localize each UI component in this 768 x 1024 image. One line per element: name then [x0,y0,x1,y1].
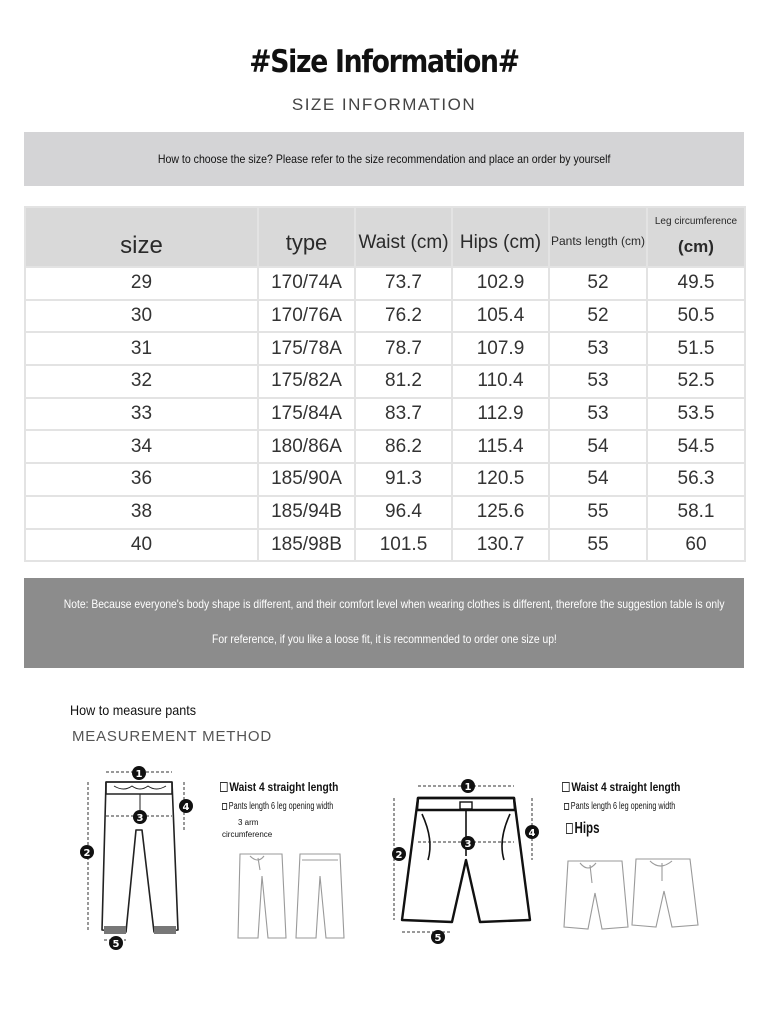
svg-text:1: 1 [464,782,472,793]
cell-size: 38 [25,496,258,529]
long-pants-legend-3a: 3 arm [238,818,259,827]
cell-waist: 101.5 [355,529,452,562]
table-row [25,529,745,562]
cell-leg: 49.5 [647,267,745,300]
cell-hips: 120.5 [452,463,549,496]
header-pants-length: Pants length (cm) [549,207,647,267]
svg-text:3: 3 [464,839,472,850]
table-row [25,332,745,365]
cell-pants-length: 53 [549,398,647,431]
table-row [25,398,745,431]
cell-type: 180/86A [258,430,355,463]
svg-text:2: 2 [83,848,91,859]
cell-waist: 83.7 [355,398,452,431]
placeholder-glyph-icon [222,803,227,810]
marker-3 [461,836,475,850]
size-guide-text: How to choose the size? Please refer to the size recommendation and place an order by yourself [157,152,611,166]
svg-text:1: 1 [135,769,143,780]
header-leg-unit: (cm) [678,237,714,256]
table-row [25,496,745,529]
cell-leg: 50.5 [647,300,745,333]
svg-text:2: 2 [395,850,403,861]
header-hips: Hips (cm) [452,207,549,267]
shorts-legend-1: Waist 4 straight length [562,780,701,794]
cell-hips: 105.4 [452,300,549,333]
placeholder-glyph-icon [564,803,569,810]
header-waist: Waist (cm) [355,207,452,267]
cell-leg: 58.1 [647,496,745,529]
cell-size: 29 [25,267,258,300]
marker-1 [461,779,475,793]
page-title: #Size Information# [249,44,519,80]
table-row [25,365,745,398]
cell-waist: 76.2 [355,300,452,333]
table-row [25,267,745,300]
cell-waist: 81.2 [355,365,452,398]
cell-size: 31 [25,332,258,365]
cell-size: 33 [25,398,258,431]
fit-note-line2: For reference, if you like a loose fit, it is recommended to order one size up! [211,632,557,646]
cell-pants-length: 54 [549,463,647,496]
cell-pants-length: 55 [549,529,647,562]
cell-hips: 112.9 [452,398,549,431]
cell-type: 175/84A [258,398,355,431]
marker-5 [431,930,445,944]
measure-subheading: MEASUREMENT METHOD [72,728,272,745]
table-header-row [25,207,745,267]
cell-waist: 96.4 [355,496,452,529]
marker-2 [392,847,406,861]
cell-size: 30 [25,300,258,333]
cell-hips: 115.4 [452,430,549,463]
cell-leg: 56.3 [647,463,745,496]
marker-2 [80,845,94,859]
cell-type: 185/98B [258,529,355,562]
cell-leg: 51.5 [647,332,745,365]
marker-5 [109,936,123,950]
cell-hips: 110.4 [452,365,549,398]
long-pants-legend-1: Waist 4 straight length [220,780,359,794]
cell-type: 185/94B [258,496,355,529]
header-leg-label: Leg circumference [654,216,738,227]
long-pants-sketch [232,850,357,942]
cell-size: 40 [25,529,258,562]
cell-type: 185/90A [258,463,355,496]
marker-3 [133,810,147,824]
cell-type: 170/74A [258,267,355,300]
shorts-legend-2: Pants length 6 leg opening width [564,801,717,812]
shorts-sketch [562,855,702,935]
cell-pants-length: 55 [549,496,647,529]
svg-text:4: 4 [528,828,536,839]
marker-4 [179,799,193,813]
cell-pants-length: 52 [549,300,647,333]
cell-type: 170/76A [258,300,355,333]
placeholder-glyph-icon [220,782,228,792]
table-row [25,300,745,333]
cell-pants-length: 54 [549,430,647,463]
cell-pants-length: 52 [549,267,647,300]
cell-size: 36 [25,463,258,496]
shorts-legend-3: Hips [566,820,611,838]
fit-note-line1: Note: Because everyone's body shape is different, and their comfort level when wearing clothes is different, therefore the suggestion table is only [63,597,725,611]
fit-note [24,578,744,668]
header-type: type [258,207,355,267]
table-row [25,430,745,463]
cell-pants-length: 53 [549,365,647,398]
cell-type: 175/78A [258,332,355,365]
svg-text:5: 5 [112,939,120,950]
cell-leg: 52.5 [647,365,745,398]
cell-waist: 73.7 [355,267,452,300]
long-pants-legend-2: Pants length 6 leg opening width [222,801,375,812]
long-pants-diagram [74,760,204,955]
header-size: size [25,207,258,267]
svg-text:5: 5 [434,933,442,944]
table-row [25,463,745,496]
shorts-diagram [384,770,554,950]
measure-heading: How to measure pants [70,702,197,718]
cell-hips: 102.9 [452,267,549,300]
cell-hips: 107.9 [452,332,549,365]
svg-text:4: 4 [182,802,190,813]
cell-type: 175/82A [258,365,355,398]
header-leg-circumference [647,207,745,267]
page-subtitle: SIZE INFORMATION [291,95,477,114]
size-guide-banner [24,132,744,186]
cell-waist: 78.7 [355,332,452,365]
marker-4 [525,825,539,839]
cell-size: 32 [25,365,258,398]
cell-leg: 53.5 [647,398,745,431]
placeholder-glyph-icon [566,823,573,834]
long-pants-legend-3b: circumference [222,830,273,839]
cell-waist: 91.3 [355,463,452,496]
marker-1 [132,766,146,780]
cell-hips: 130.7 [452,529,549,562]
cell-leg: 60 [647,529,745,562]
svg-text:3: 3 [136,813,144,824]
cell-size: 34 [25,430,258,463]
cell-leg: 54.5 [647,430,745,463]
cell-waist: 86.2 [355,430,452,463]
cell-pants-length: 53 [549,332,647,365]
cell-hips: 125.6 [452,496,549,529]
placeholder-glyph-icon [562,782,570,792]
size-table [24,206,746,562]
